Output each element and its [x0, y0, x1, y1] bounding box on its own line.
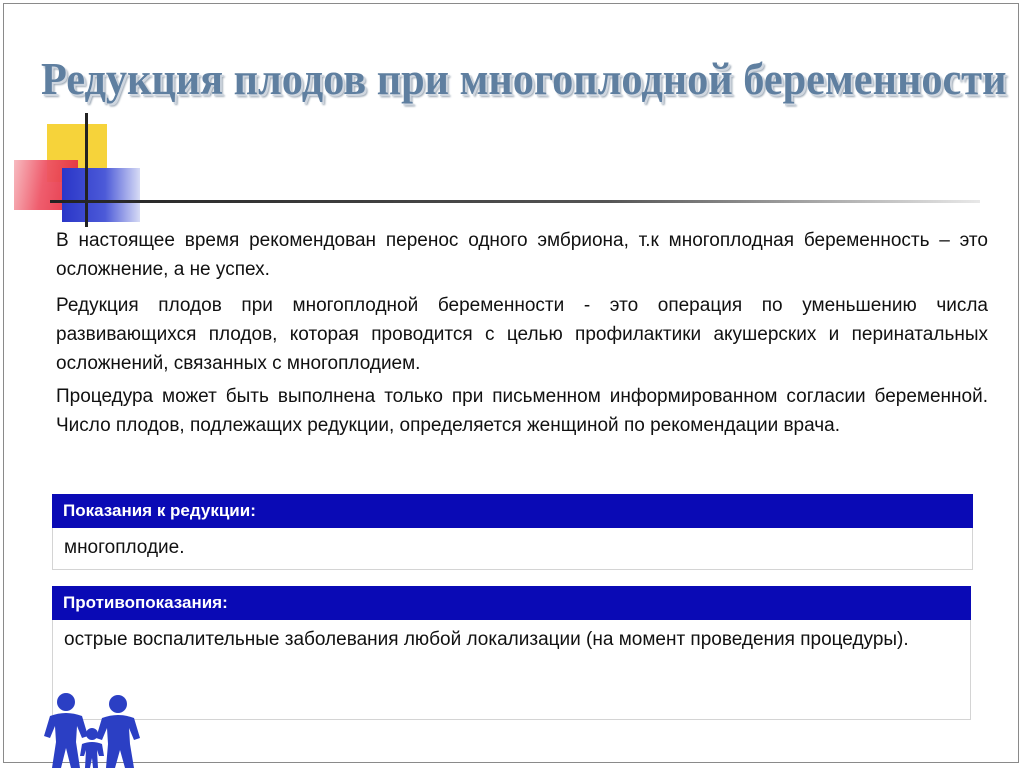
- contraindications-header: Противопоказания:: [52, 586, 971, 620]
- contraindications-body: острые воспалительные заболевания любой локализации (на момент проведения процедуры).: [52, 620, 971, 720]
- paragraph-2: Редукция плодов при многоплодной беременности - это операция по уменьшению числа развивающихся плодов, которая проводится с целью профилактики акушерских и перинатальных осложнений, связанных с многоплодием.: [56, 295, 988, 374]
- indications-body: многоплодие.: [52, 528, 973, 570]
- paragraph-1: В настоящее время рекомендован перенос одного эмбриона, т.к многоплодная беременность – это осложнение, а не успех.: [56, 230, 988, 280]
- decor-blue-square: [62, 168, 140, 222]
- decor-horizontal-line: [50, 200, 980, 203]
- decor-vertical-line: [85, 113, 88, 227]
- family-icon: [36, 690, 146, 768]
- indications-header: Показания к редукции:: [52, 494, 973, 528]
- paragraph-3: Процедура может быть выполнена только при письменном информированном согласии беременной. Число плодов, подлежащих редукции, определяется женщиной по рекомендации врача.: [56, 386, 988, 436]
- slide-title: Редукция плодов при многоплодной беременности: [40, 53, 1007, 104]
